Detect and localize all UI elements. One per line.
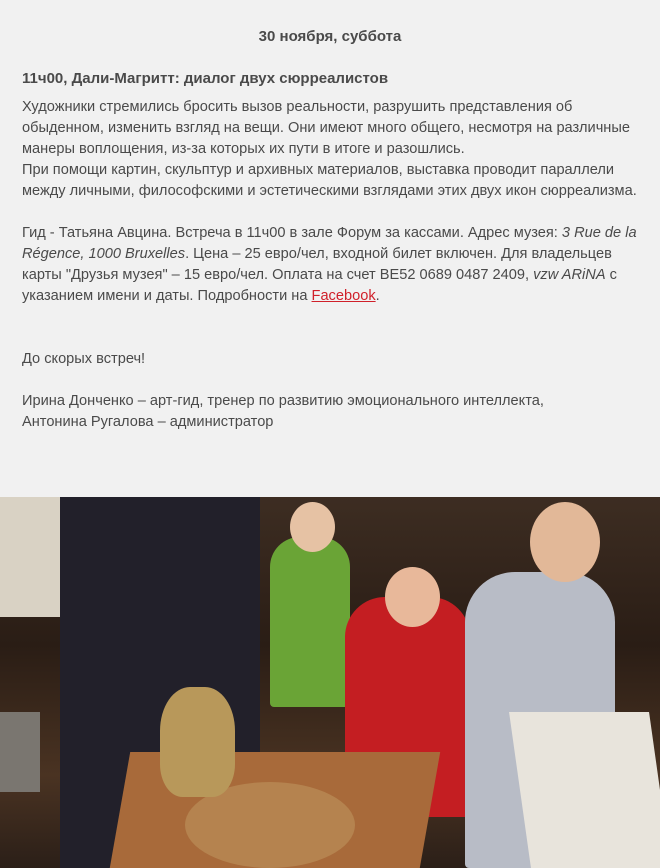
event-description-2: При помощи картин, скульптур и архивных материалов, выставка проводит параллели между личными, философскими и эстетическими взглядами этих двух икон сюрреализма.	[22, 162, 637, 199]
event-photo	[0, 497, 660, 868]
facebook-link[interactable]: Facebook	[311, 288, 376, 304]
event-title: 11ч00, Дали-Магритт: диалог двух сюрреалистов	[22, 70, 389, 87]
closing-text: До скорых встреч!	[22, 351, 146, 367]
signature-line-1: Ирина Донченко – арт-гид, тренер по развитию эмоционального интеллекта,	[22, 393, 544, 409]
museum-address: 3 Rue de la Régence, 1000 Bruxelles	[22, 225, 637, 262]
details-text: . Цена – 25 евро/чел, входной билет включен. Для владельцев карты "Друзья музея" – 15 евро/чел. Оплата на счет BE52 0689 0487 2409,	[22, 246, 612, 283]
event-details	[22, 223, 647, 307]
signature-line-2: Антонина Ругалова – администратор	[22, 414, 274, 430]
event-description-1: Художники стремились бросить вызов реальности, разрушить представления об обыденном, изменить взгляд на вещи. Они имеют много общего, несмотря на различные манеры воплощения, из-за которых их пути в итоге и разошлись.	[22, 99, 630, 157]
details-text: .	[375, 288, 380, 304]
details-text: с указанием имени и даты. Подробности на	[22, 267, 617, 304]
date-heading: 30 ноября, суббота	[258, 28, 402, 45]
event-block	[22, 68, 647, 433]
account-name: vzw ARiNA	[533, 267, 606, 283]
details-text: Гид - Татьяна Авцина. Встреча в 11ч00 в зале Форум за кассами. Адрес музея:	[22, 225, 562, 241]
